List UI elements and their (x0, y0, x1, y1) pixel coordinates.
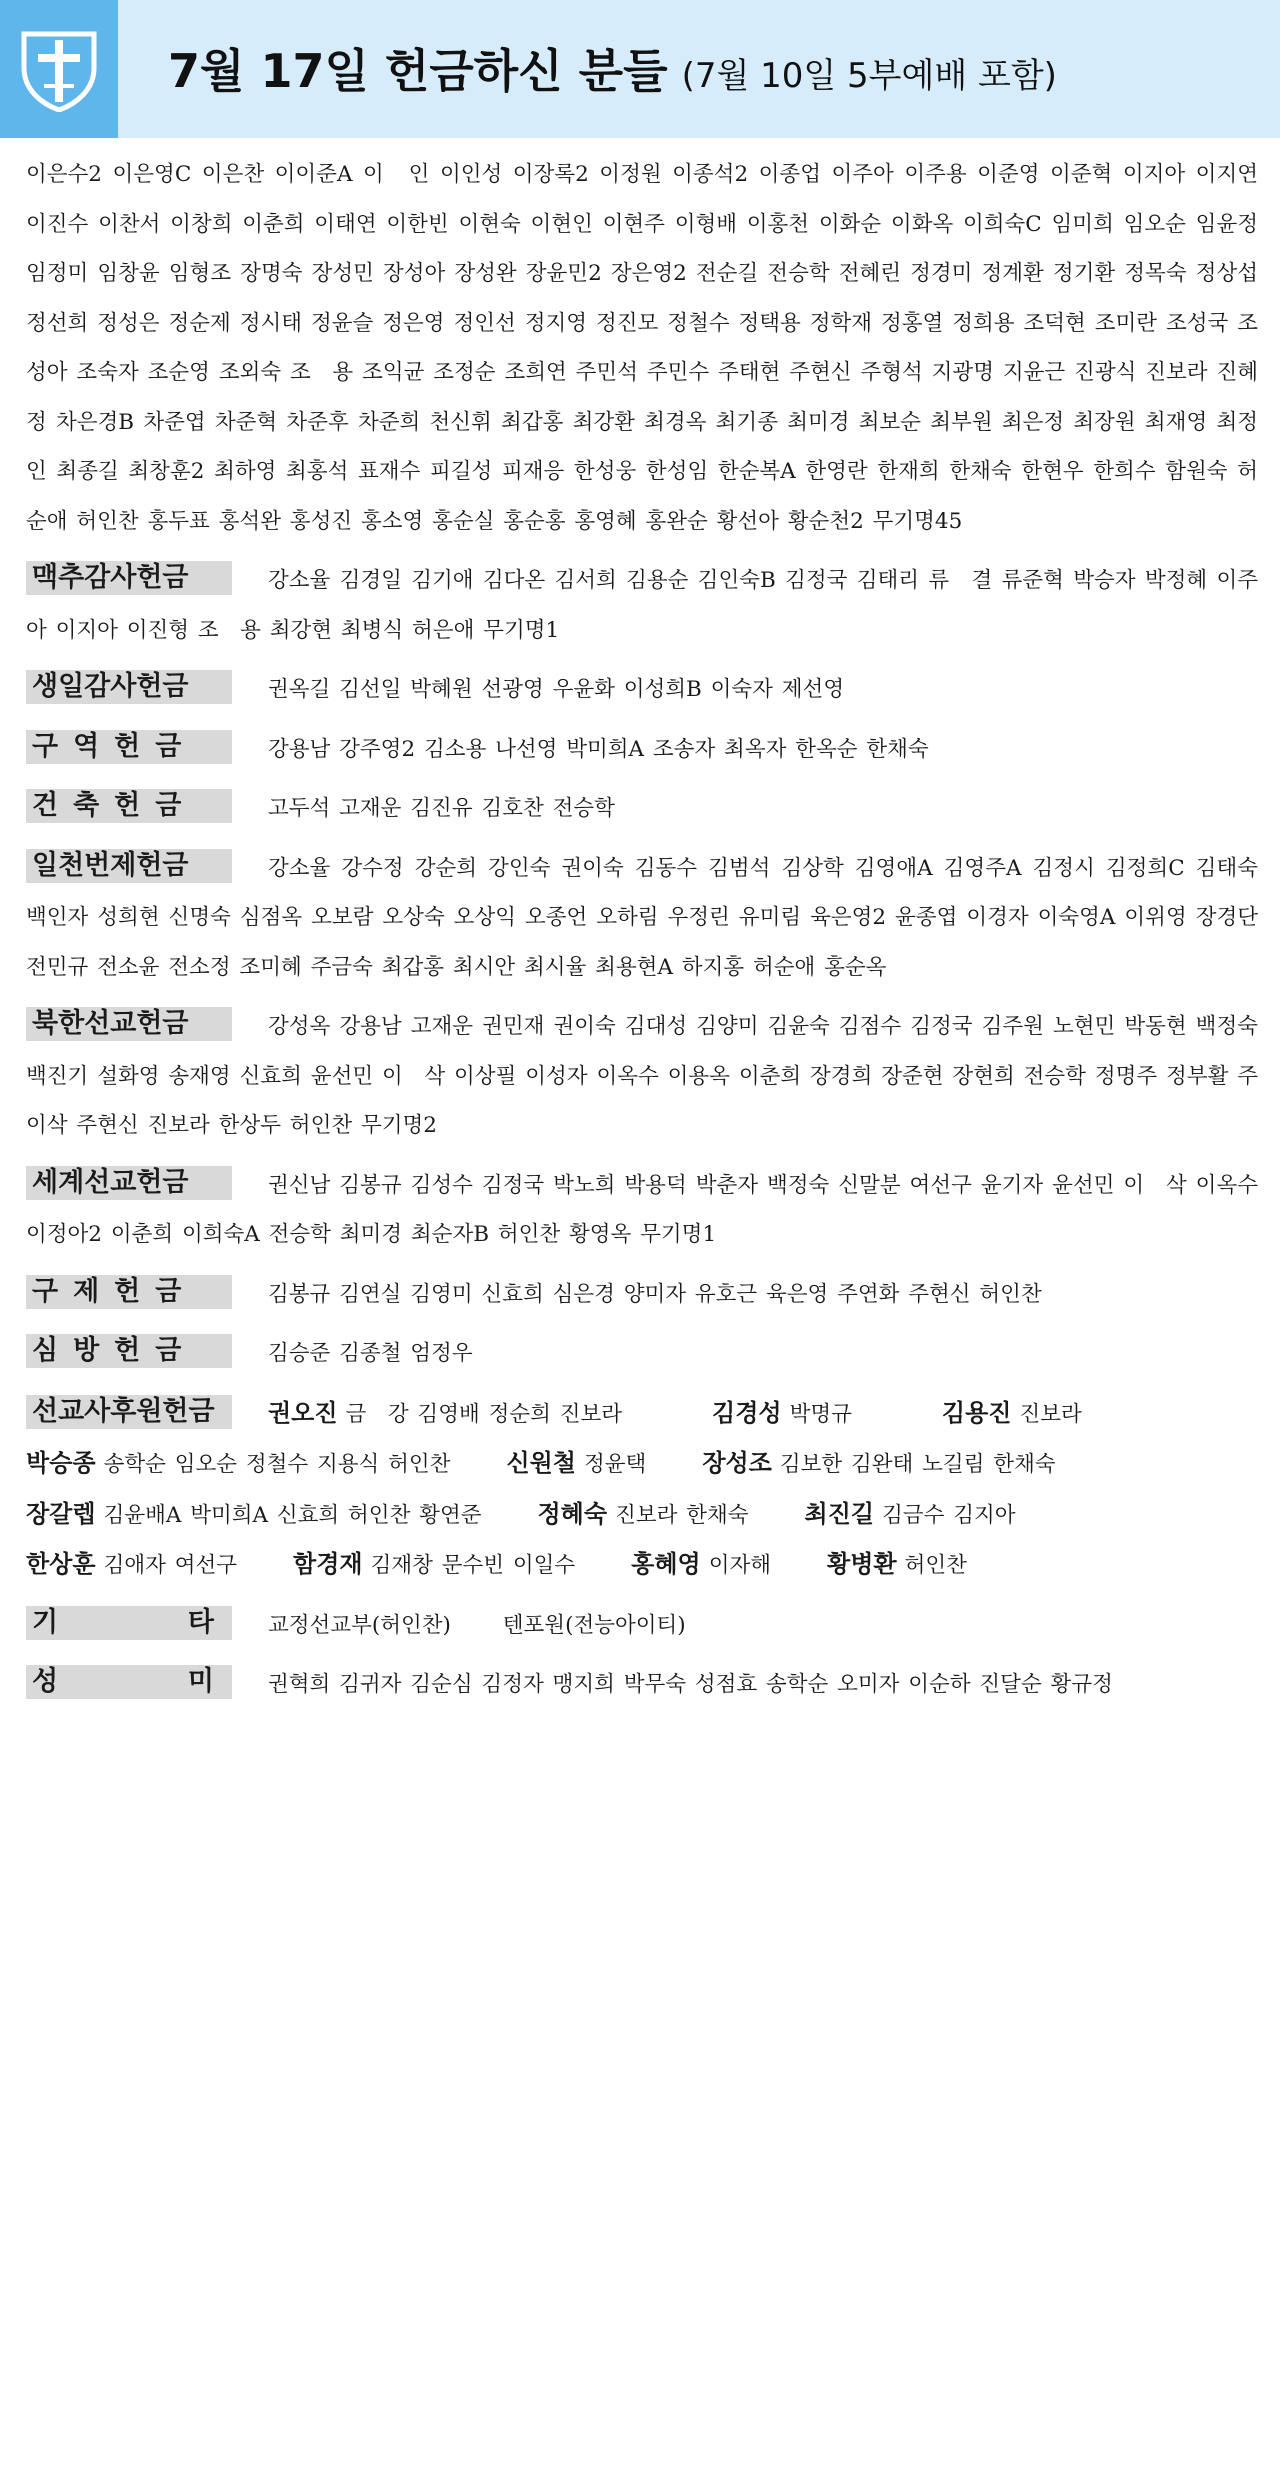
section-world-mission (26, 1161, 1258, 1260)
supporter-names: 허인찬 (904, 1553, 967, 1578)
supporter-names: 김보한 김완태 노길림 한채숙 (779, 1452, 1056, 1477)
missionary-name: 최진길 (804, 1499, 875, 1528)
section-label: 생일감사헌금 (26, 670, 232, 704)
header-band (0, 0, 1280, 138)
section-other (26, 1601, 1258, 1651)
general-donors: 이은수2 이은영C 이은찬 이이준A 이 인 이인성 이장록2 이정원 이종석2 이종업 이주아 이주용 이준영 이준혁 이지아 이지연 이진수 이찬서 이창희 이춘희 이태연 이한빈 이현숙 이현인 이현주 이형배 이홍천 이화순 이화옥 이희숙C 임미희 임오순 임윤정 임정미 임창윤 임형조 장명숙 장성민 장성아 장성완 장윤민2 장은영2 전순길 전승학 전혜린 정경미 정계환 정기환 정목숙 정상섭 정선희 정성은 정순제 정시태 정윤슬 정은영 정인선 정지영 정진모 정철수 정택용 정학재 정홍열 정희용 조덕현 조미란 조성국 조성아 조숙자 조순영 조외숙 조 용 조익균 조정순 조희연 주민석 주민수 주태현 주현신 주형석 지광명 지윤근 진광식 진보라 진혜정 차은경B 차준엽 차준혁 차준후 차준희 천신휘 최갑홍 최강환 최경옥 최기종 최미경 최보순 최부원 최은정 최장원 최재영 최정인 최종길 최창훈2 최하영 최홍석 표재수 피길성 피재응 한성웅 한성임 한순복A 한영란 한재희 한채숙 한현우 한희수 함원숙 허순애 허인찬 홍두표 홍석완 홍성진 홍소영 홍순실 홍순홍 홍영혜 홍완순 황선아 황순천2 무기명45 (26, 162, 1258, 534)
section-names: 교정선교부(허인찬) 텐포원(전능아이티) (268, 1612, 686, 1638)
section-missionary-support (26, 1389, 1258, 1591)
section-label (26, 1665, 232, 1699)
section-district (26, 725, 1258, 775)
missionary-group (26, 1540, 237, 1591)
missionary-group (631, 1540, 771, 1591)
section-building (26, 784, 1258, 834)
section-names: 김승준 김종철 엄정우 (268, 1341, 473, 1366)
missionary-group (268, 1389, 622, 1440)
missionary-name: 홍혜영 (631, 1550, 701, 1578)
missionary-group (293, 1540, 575, 1591)
section-thanksgiving-harvest (26, 556, 1258, 655)
missionary-group (805, 1490, 1016, 1541)
section-thousand-offering (26, 844, 1258, 993)
section-names: 권옥길 김선일 박혜원 선광영 우윤화 이성희B 이숙자 제선영 (268, 677, 845, 702)
section-names: 강성옥 강용남 고재운 권민재 권이숙 김대성 김양미 김윤숙 김점수 김정국 김주원 노현민 박동현 백정숙 백진기 설화영 송재영 신효희 윤선민 이 삭 이상필 이성자 이옥수 이용옥 이춘희 장경희 장준현 장현희 전승학 정명주 정부활 주이삭 주현신 진보라 한상두 허인찬 무기명2 (26, 1014, 1259, 1138)
section-visitation (26, 1329, 1258, 1379)
missionary-group (538, 1490, 749, 1541)
supporter-names: 김재창 문수빈 이일수 (370, 1553, 576, 1578)
section-north-korea-mission (26, 1002, 1258, 1151)
missionary-name: 함경재 (293, 1550, 363, 1578)
missionary-name: 정혜숙 (537, 1499, 608, 1528)
missionary-name: 김경성 (712, 1398, 782, 1427)
section-label: 심방헌금 (26, 1334, 232, 1368)
cross-shield-icon (18, 28, 100, 112)
section-label: 선교사후원헌금 (26, 1395, 232, 1429)
label-part: 타 (187, 1606, 214, 1638)
supporter-names: 박명규 (789, 1401, 852, 1427)
section-names: 강소율 강수정 강순희 강인숙 권이숙 김동수 김범석 김상학 김영애A 김영주A 김정시 김정희C 김태숙 백인자 성희현 신명숙 심점옥 오보람 오상숙 오상익 오종언 오하림 우정린 유미림 육은영2 윤종엽 이경자 이숙영A 이위영 장경단 전민규 전소윤 전소정 조미혜 주금숙 최갑홍 최시안 최시율 최용현A 하지홍 허순애 홍순옥 (26, 855, 1258, 980)
missionary-group (827, 1540, 967, 1591)
section-names: 강소율 김경일 김기애 김다온 김서희 김용순 김인숙B 김정국 김태리 류 결 류준혁 박승자 박정혜 이주아 이지아 이진형 조 용 최강현 최병식 허은애 무기명1 (26, 568, 1258, 643)
section-label (26, 1606, 232, 1640)
section-names: 권혁희 김귀자 김순심 김정자 맹지희 박무숙 성점효 송학순 오미자 이순하 진달순 황규정 (268, 1672, 1113, 1697)
label-part: 성 (32, 1666, 59, 1697)
logo (0, 0, 118, 138)
section-relief (26, 1270, 1258, 1320)
section-names: 김봉규 김연실 김영미 신효희 심은경 양미자 유호근 육은영 주연화 주현신 허인찬 (268, 1281, 1042, 1307)
title-main: 7월 17일 헌금하신 분들 (168, 44, 668, 98)
section-names: 고두석 고재운 김진유 김호찬 전승학 (268, 796, 615, 821)
missionary-group (942, 1389, 1082, 1440)
section-label: 맥추감사헌금 (26, 561, 232, 595)
section-label: 구역헌금 (26, 730, 232, 764)
supporter-names: 금 강 김영배 정순희 진보라 (345, 1401, 623, 1427)
section-label: 일천번제헌금 (26, 849, 232, 883)
missionary-group (26, 1439, 450, 1490)
missionary-group (26, 1490, 482, 1541)
supporter-names: 정윤택 (584, 1452, 647, 1477)
section-names: 권신남 김봉규 김성수 김정국 박노희 박용덕 박춘자 백정숙 신말분 여선구 윤기자 윤선민 이 삭 이옥수 이정아2 이춘희 이희숙A 전승학 최미경 최순자B 허인찬 황영옥 무기명1 (26, 1172, 1258, 1247)
missionary-group (702, 1439, 1055, 1490)
supporter-names: 김애자 여선구 (103, 1553, 238, 1578)
donor-list (26, 150, 1258, 1710)
supporter-names: 진보라 한채숙 (615, 1502, 749, 1528)
missionary-name: 박승종 (26, 1449, 96, 1477)
supporter-names: 진보라 (1019, 1401, 1082, 1427)
missionary-name: 한상훈 (26, 1550, 96, 1578)
missionary-group (712, 1389, 852, 1440)
label-part: 기 (32, 1606, 59, 1638)
section-label: 세계선교헌금 (26, 1166, 232, 1200)
label-part: 미 (187, 1666, 214, 1697)
section-names: 강용남 강주영2 김소용 나선영 박미희A 조송자 최옥자 한옥순 한채숙 (268, 736, 929, 762)
supporter-names: 김윤배A 박미희A 신효희 허인찬 황연준 (103, 1502, 482, 1528)
section-label: 구제헌금 (26, 1275, 232, 1309)
page-title (168, 36, 1057, 106)
section-label: 건축헌금 (26, 789, 232, 823)
missionary-name: 황병환 (827, 1550, 897, 1578)
supporter-names: 송학순 임오순 정철수 지용식 허인찬 (103, 1452, 451, 1477)
supporter-names: 이자해 (708, 1553, 772, 1578)
supporter-names: 김금수 김지아 (882, 1502, 1016, 1528)
missionary-name: 김용진 (941, 1398, 1012, 1427)
missionary-name: 권오진 (268, 1398, 338, 1427)
missionary-name: 장갈렙 (26, 1499, 96, 1528)
missionary-group (506, 1439, 646, 1490)
section-gratitude (26, 1660, 1258, 1710)
missionary-name: 신원철 (506, 1449, 576, 1477)
section-label: 북한선교헌금 (26, 1007, 232, 1041)
section-birthday (26, 665, 1258, 715)
missionary-name: 장성조 (702, 1449, 772, 1477)
title-subtitle: (7월 10일 5부예배 포함) (681, 56, 1057, 96)
